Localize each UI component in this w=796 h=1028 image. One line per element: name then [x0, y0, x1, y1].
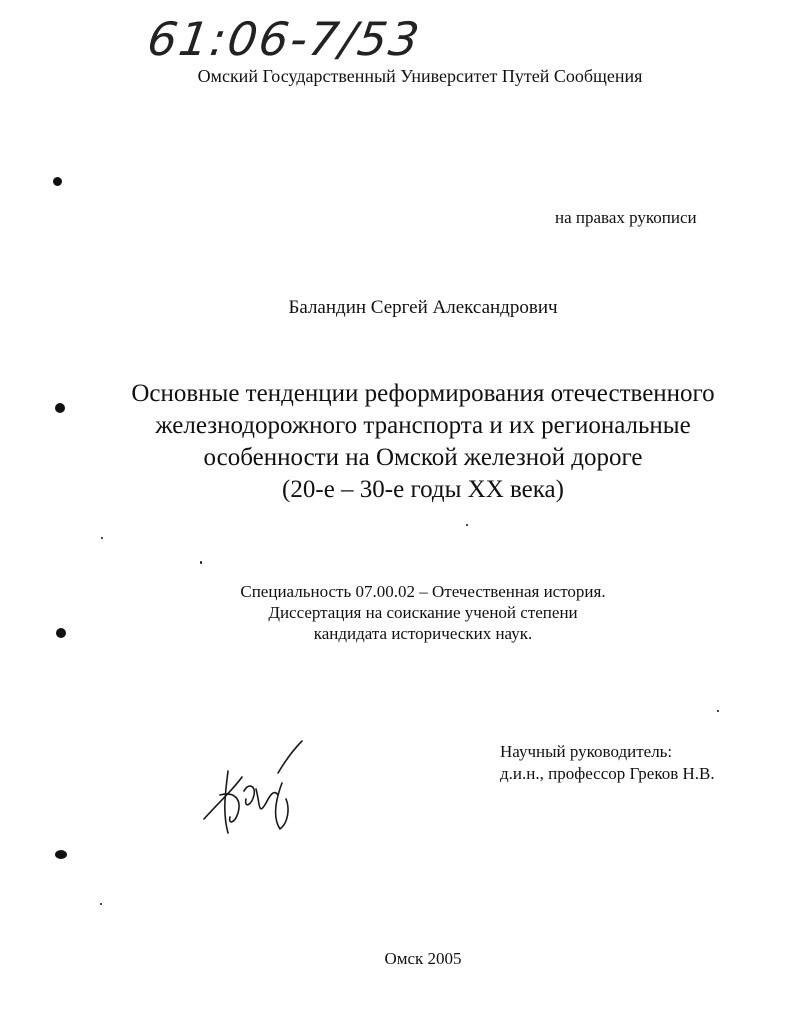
specialty-line: Диссертация на соискание ученой степени: [268, 603, 578, 622]
supervisor-block: [500, 741, 715, 785]
specialty-block: [0, 581, 796, 644]
supervisor-line: д.и.н., профессор Греков Н.В.: [500, 764, 715, 783]
title-line: (20-е – 30-е годы XX века): [282, 476, 564, 503]
supervisor-line: Научный руководитель:: [500, 742, 673, 761]
scan-speck: [53, 177, 62, 186]
handwritten-archive-mark: 61:06-7/53: [144, 12, 425, 66]
dissertation-title: [0, 378, 796, 506]
scan-speck: [56, 628, 66, 638]
scan-speck: [55, 850, 67, 859]
scan-speck: [200, 561, 202, 564]
scan-speck: [101, 537, 103, 539]
title-line: железнодорожного транспорта и их региональные: [155, 412, 691, 439]
scan-speck: [466, 524, 468, 526]
specialty-line: Специальность 07.00.02 – Отечественная история.: [240, 582, 606, 601]
handwritten-signature: [198, 733, 308, 838]
manuscript-rights-note: на правах рукописи: [555, 208, 697, 227]
university-name-text: Омский Государственный Университет Путей Сообщения: [197, 66, 643, 86]
title-line: Основные тенденции реформирования отечественного: [131, 380, 715, 407]
scan-speck: [100, 903, 102, 905]
author-name: Баландин Сергей Александрович: [288, 297, 558, 318]
scan-speck: [55, 403, 65, 413]
title-line: особенности на Омской железной дороге: [203, 444, 643, 471]
university-name: [0, 66, 796, 87]
scan-speck: [717, 710, 719, 712]
specialty-line: кандидата исторических наук.: [313, 624, 533, 643]
city-and-year: Омск 2005: [384, 949, 462, 968]
